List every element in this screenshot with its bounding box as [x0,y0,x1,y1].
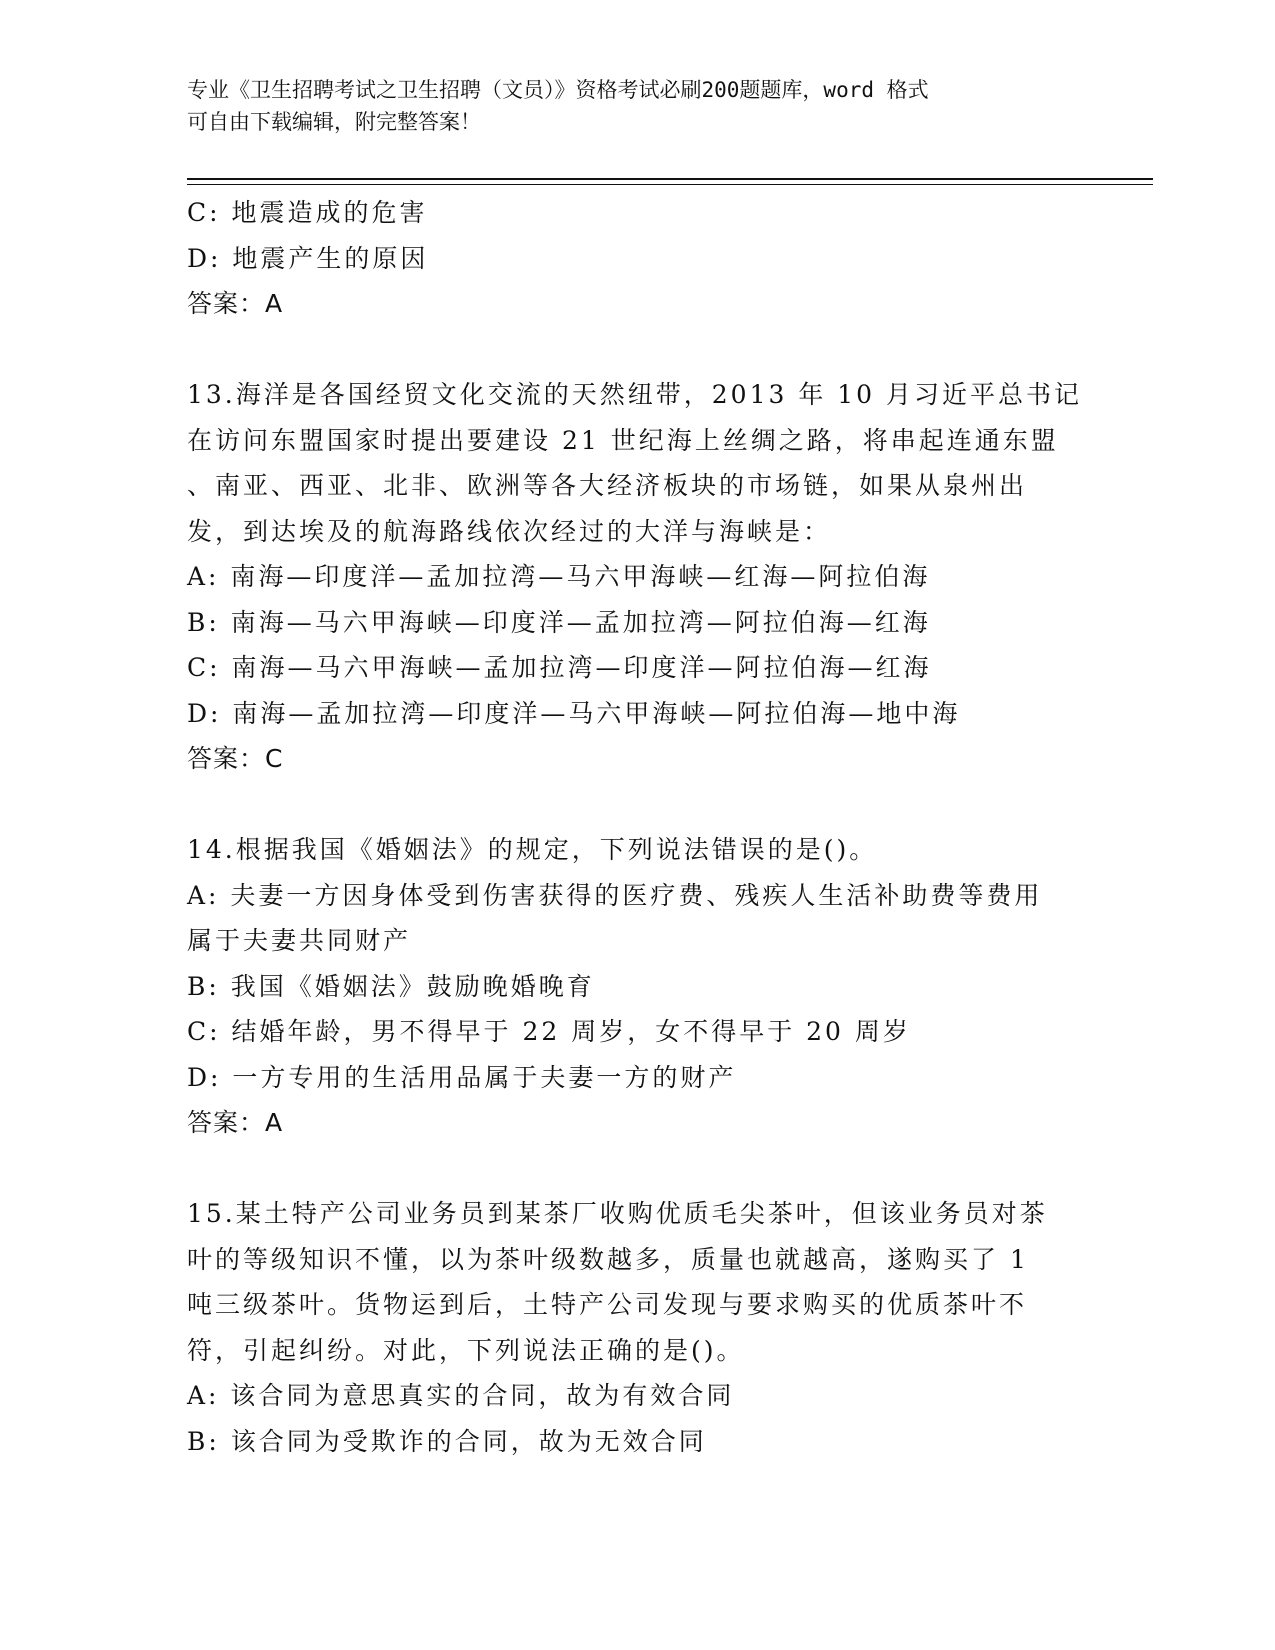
question-stem-line: 叶的等级知识不懂，以为茶叶级数越多，质量也就越高，遂购买了 1 [187,1244,1029,1274]
question-14 [187,827,1067,1146]
option-b: B: 南海—马六甲海峡—印度洋—孟加拉湾—阿拉伯海—红海 [187,607,931,637]
question-stem: 14.根据我国《婚姻法》的规定，下列说法错误的是()。 [187,835,878,864]
option-c: C: 南海—马六甲海峡—孟加拉湾—印度洋—阿拉伯海—红海 [187,653,932,682]
question-stem-line: 13.海洋是各国经贸文化交流的天然纽带，2013 年 10 月习近平总书记 [187,380,1083,409]
answer-line: 答案：C [187,744,284,773]
spacer [187,1146,1067,1192]
question-13 [187,372,1083,782]
option-a: A: 夫妻一方因身体受到伤害获得的医疗费、残疾人生活补助费等费用 [187,880,1043,910]
option-a: A: 该合同为意思真实的合同，故为有效合同 [187,1381,735,1410]
option-d: D: 一方专用的生活用品属于夫妻一方的财产 [187,1062,737,1092]
option-a-continued: 属于夫妻共同财产 [187,926,412,955]
option-d: D: 地震产生的原因 [187,243,429,273]
header-divider-thin [187,184,1153,185]
option-c: C: 结婚年龄，男不得早于 22 周岁，女不得早于 20 周岁 [187,1017,911,1046]
option-c: C: 地震造成的危害 [187,198,428,227]
answer-line: 答案：A [187,1108,284,1137]
question-12-tail [187,190,1067,327]
option-a: A: 南海—印度洋—孟加拉湾—马六甲海峡—红海—阿拉伯海 [187,562,931,591]
question-stem-line: 吨三级茶叶。货物运到后，土特产公司发现与要求购买的优质茶叶不 [187,1290,1028,1319]
question-stem-line: 符，引起纠纷。对此，下列说法正确的是()。 [187,1335,745,1365]
question-15 [187,1191,1067,1464]
document-body [187,190,1083,1464]
question-stem-line: 、南亚、西亚、北非、欧洲等各大经济板块的市场链，如果从泉州出 [187,471,1028,500]
question-stem-line: 发，到达埃及的航海路线依次经过的大洋与海峡是： [187,516,832,546]
page-header [187,74,1087,138]
header-line-2: 可自由下载编辑，附完整答案！ [187,110,481,134]
answer-line: 答案：A [187,289,284,318]
header-divider-thick [187,178,1153,180]
option-d: D: 南海—孟加拉湾—印度洋—马六甲海峡—阿拉伯海—地中海 [187,698,961,728]
option-b: B: 该合同为受欺诈的合同，故为无效合同 [187,1426,707,1456]
question-stem-line: 15.某土特产公司业务员到某茶厂收购优质毛尖茶叶，但该业务员对茶 [187,1199,1048,1228]
question-stem-line: 在访问东盟国家时提出要建设 21 世纪海上丝绸之路，将串起连通东盟 [187,425,1059,455]
option-b: B: 我国《婚姻法》鼓励晚婚晚育 [187,971,595,1001]
header-line-1: 专业《卫生招聘考试之卫生招聘（文员）》资格考试必刷200题题库，word 格式 [187,78,929,102]
spacer [187,327,1067,373]
spacer [187,782,1067,828]
